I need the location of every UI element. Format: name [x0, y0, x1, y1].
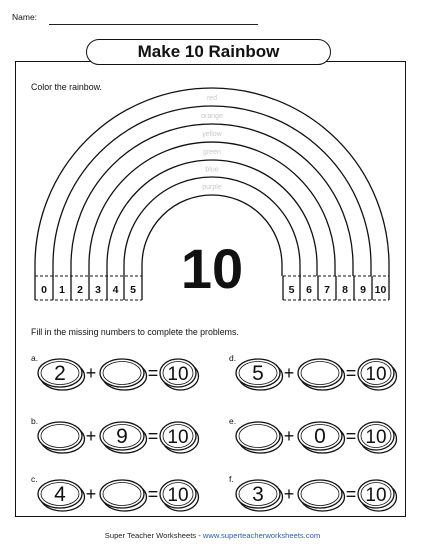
addend-b-coin[interactable]	[298, 480, 345, 511]
plus-sign: +	[85, 363, 97, 383]
strip-number: 8	[342, 284, 348, 296]
addend-a-coin[interactable]	[236, 480, 283, 511]
equals-sign: =	[345, 363, 357, 383]
part2-instruction: Fill in the missing numbers to complete the problems.	[31, 327, 239, 337]
name-label: Name:	[12, 12, 38, 22]
equals-sign: =	[147, 484, 159, 504]
problem-letter: b.	[31, 416, 39, 426]
sum-coin[interactable]	[160, 480, 199, 511]
footer-url[interactable]: www.superteacherworksheets.com	[202, 531, 321, 540]
band-label-purple: purple	[202, 184, 222, 191]
addend-b-coin[interactable]	[100, 422, 147, 453]
problems-area	[31, 353, 397, 511]
coin-number: 2	[54, 362, 66, 385]
strip-number: 1	[59, 284, 65, 296]
equals-sign: =	[147, 363, 159, 383]
addend-b-coin[interactable]	[298, 422, 345, 453]
footer-brand: Super Teacher Worksheets	[104, 531, 197, 540]
problem-letter: d.	[229, 353, 237, 363]
coin-number: 9	[116, 425, 128, 448]
coin-number: 10	[167, 485, 189, 506]
coin-number: 10	[365, 485, 387, 506]
sum-coin[interactable]	[358, 359, 397, 390]
plus-sign: +	[283, 363, 295, 383]
plus-sign: +	[85, 426, 97, 446]
problem-letter: e.	[229, 416, 237, 426]
coin-face	[298, 480, 342, 508]
strip-number: 6	[306, 284, 312, 296]
coin-face	[100, 359, 144, 387]
strip-number: 0	[41, 284, 47, 296]
addend-a-coin[interactable]	[236, 359, 283, 390]
problem-letter: f.	[229, 474, 234, 484]
sum-coin[interactable]	[160, 359, 199, 390]
big-ten-number: 10	[180, 237, 244, 300]
footer	[0, 531, 425, 540]
band-label-blue: blue	[205, 166, 219, 174]
addend-a-coin[interactable]	[38, 359, 85, 390]
problem-letter: a.	[31, 353, 39, 363]
plus-sign: +	[283, 484, 295, 504]
coin-number: 10	[365, 364, 387, 385]
band-label-orange: orange	[201, 113, 223, 120]
strip-number: 10	[374, 284, 387, 296]
footer-separator: -	[196, 531, 203, 540]
addend-a-coin[interactable]	[236, 422, 283, 453]
part1-instruction: Color the rainbow.	[31, 82, 102, 92]
strip-number: 7	[324, 284, 330, 296]
band-label-yellow: yellow	[202, 131, 222, 138]
strip-number: 4	[112, 284, 119, 296]
coin-face	[236, 422, 280, 450]
plus-sign: +	[85, 484, 97, 504]
coin-number: 10	[167, 427, 189, 448]
equals-sign: =	[345, 484, 357, 504]
plus-sign: +	[283, 426, 295, 446]
worksheet-title: Make 10 Rainbow	[86, 39, 331, 65]
equals-sign: =	[345, 426, 357, 446]
band-label-red: red	[206, 95, 218, 102]
problem-letter: c.	[31, 474, 38, 484]
addend-b-coin[interactable]	[100, 359, 147, 390]
sum-coin[interactable]	[358, 480, 397, 511]
coin-number: 3	[252, 483, 264, 506]
coin-number: 4	[54, 483, 66, 506]
strip-number: 5	[288, 284, 295, 296]
addend-b-coin[interactable]	[100, 480, 147, 511]
coin-face	[298, 359, 342, 387]
band-label-green: green	[203, 149, 221, 156]
sum-coin[interactable]	[160, 422, 199, 453]
addend-b-coin[interactable]	[298, 359, 345, 390]
equals-sign: =	[147, 426, 159, 446]
strip-number: 5	[130, 284, 136, 296]
strip-number: 3	[95, 284, 101, 296]
coin-number: 10	[365, 427, 387, 448]
strip-number: 2	[77, 284, 83, 296]
addend-a-coin[interactable]	[38, 422, 85, 453]
coin-number: 0	[314, 425, 326, 448]
coin-face	[38, 422, 82, 450]
coin-number: 10	[167, 364, 189, 385]
addend-a-coin[interactable]	[38, 480, 85, 511]
coin-number: 5	[252, 362, 264, 385]
coin-face	[100, 480, 144, 508]
sum-coin[interactable]	[358, 422, 397, 453]
strip-number: 9	[360, 284, 366, 296]
